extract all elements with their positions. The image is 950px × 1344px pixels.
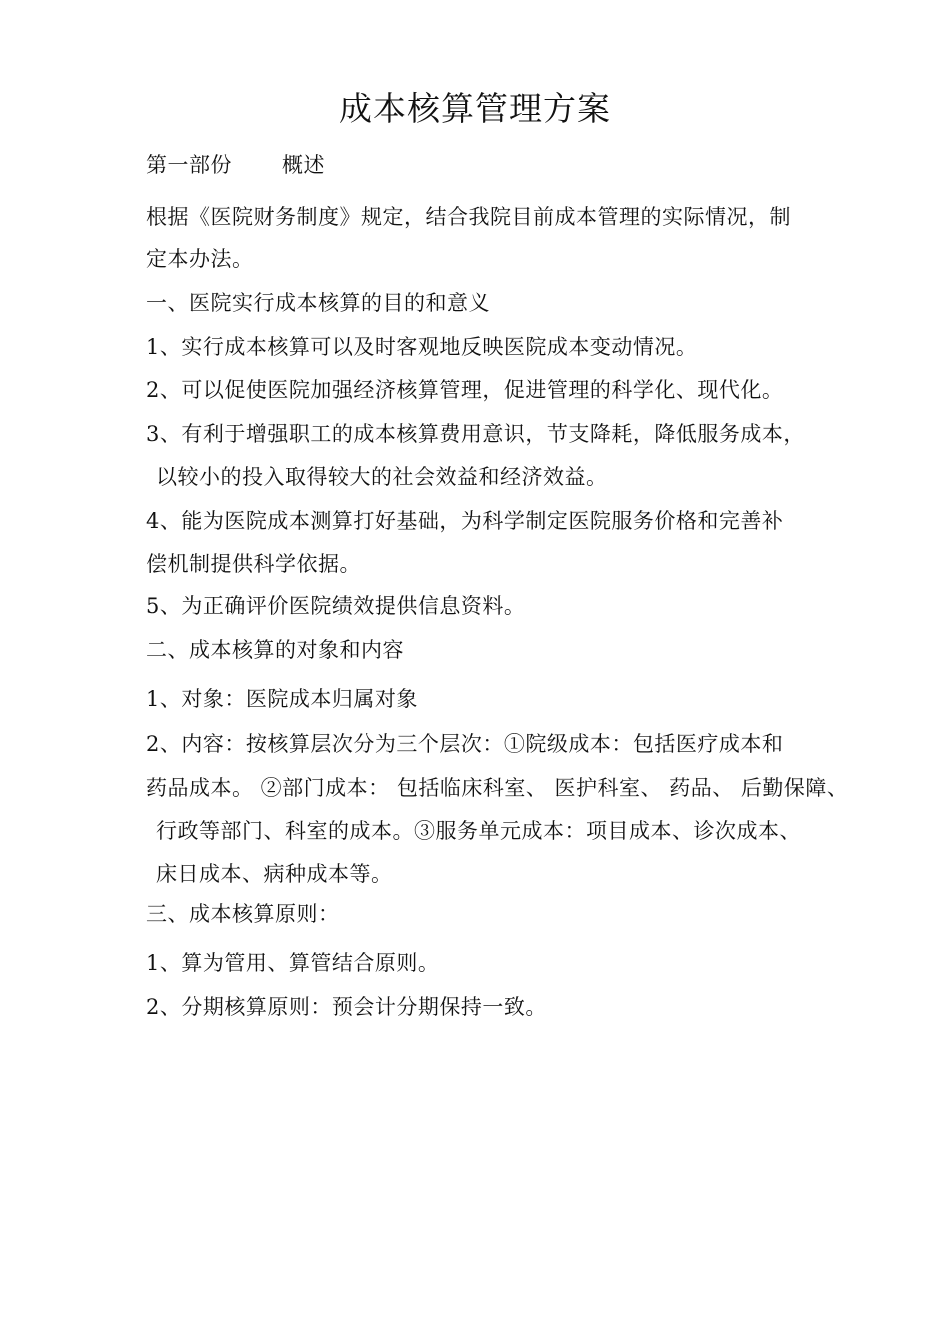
list-item: 4、能为医院成本测算打好基础，为科学制定医院服务价格和完善补 bbox=[146, 509, 784, 533]
list-item-continuation: 以较小的投入取得较大的社会效益和经济效益。 bbox=[156, 465, 608, 489]
list-item-continuation: 床日成本、病种成本等。 bbox=[156, 862, 393, 886]
list-item: 1、对象：医院成本归属对象 bbox=[146, 687, 418, 711]
list-item: 5、为正确评价医院绩效提供信息资料。 bbox=[146, 594, 526, 618]
paragraph-line: 根据《医院财务制度》规定，结合我院目前成本管理的实际情况，制 bbox=[146, 205, 791, 229]
list-item: 1、实行成本核算可以及时客观地反映医院成本变动情况。 bbox=[146, 335, 698, 359]
list-item: 2、可以促使医院加强经济核算管理，促进管理的科学化、现代化。 bbox=[146, 378, 784, 402]
list-item-continuation: 偿机制提供科学依据。 bbox=[146, 552, 361, 576]
list-item: 2、内容：按核算层次分为三个层次：①院级成本：包括医疗成本和 bbox=[146, 732, 784, 756]
list-item: 2、分期核算原则：预会计分期保持一致。 bbox=[146, 995, 547, 1019]
paragraph-line: 定本办法。 bbox=[146, 247, 254, 271]
list-item-continuation: 药品成本。 ②部门成本： 包括临床科室、 医护科室、 药品、 后勤保障、 bbox=[146, 776, 849, 800]
part-heading bbox=[146, 150, 325, 180]
list-item-continuation: 行政等部门、科室的成本。③服务单元成本：项目成本、诊次成本、 bbox=[156, 819, 801, 843]
section-heading: 一、医院实行成本核算的目的和意义 bbox=[146, 291, 490, 315]
list-item: 3、有利于增强职工的成本核算费用意识，节支降耗，降低服务成本， bbox=[146, 422, 805, 446]
section-heading: 二、成本核算的对象和内容 bbox=[146, 638, 404, 662]
part-number: 第一部份 bbox=[146, 153, 232, 177]
document-title: 成本核算管理方案 bbox=[339, 89, 611, 128]
part-name: 概述 bbox=[282, 153, 325, 177]
list-item: 1、算为管用、算管结合原则。 bbox=[146, 951, 440, 975]
section-heading: 三、成本核算原则： bbox=[146, 902, 340, 926]
